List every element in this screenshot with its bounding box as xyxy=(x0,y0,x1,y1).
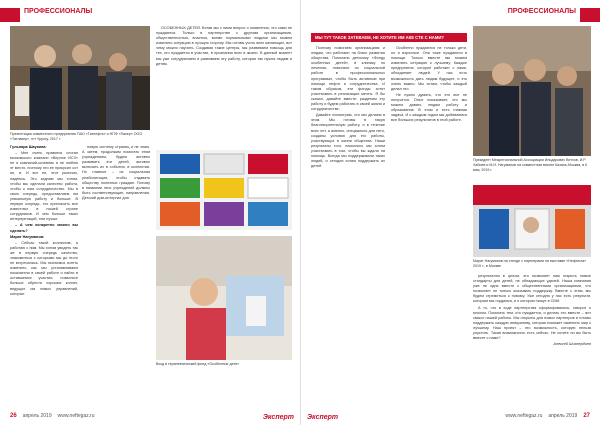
right-issue: апрель 2019 xyxy=(548,413,578,419)
left-col1-name: Марат Нагуманов: xyxy=(10,234,45,239)
left-band xyxy=(0,8,20,22)
right-col2-text: Особенно нуждаются не только дети, но и взрослые. Они тоже нуждаются в помощи. Только вместе мы можем изменить ситуацию к лучшему. Каждое предприятие, которое работает с нами, объединяет людей. У нас есть возможность дать людям будущее, и это очень важно. Мы хотим, чтобы каждый делал это. xyxy=(391,46,467,91)
interview-head: Гульнара Шаукина: xyxy=(10,145,47,149)
left-page-number: 26 xyxy=(10,413,17,419)
photo-child-caption: Вход в терапевтический фонд «Особенные дети» xyxy=(156,362,240,366)
article-author: Алексей Шихвердиев xyxy=(553,342,591,347)
left-column-2-bottom xyxy=(82,145,150,225)
article-banner-title: МЫ ТУТ ТАКОЕ ЗАТЕВАЕМ, НЕ ХОТИТЕ ИМ АКЕ СТЕ С НАМИ? xyxy=(311,33,467,42)
left-site: www.neftegaz.ru xyxy=(57,413,95,419)
left-col2-text: ОСОБЕННЫХ ДЕТЕЙ. Встав мы с ними вопрос о появлении, что сами не нуждаются. Только в партнерстве с другими организациями, общественностью, властью, всеми нормальными людьми мы можем изменить ситуацию в лучшую сторону. Мы готовы учить всех желающих, вот чему можно научить. Создавая такие центры, мы развиваем помощь для тех, кто нуждается в участии, в признании всех в жизни. В данный момент мы уже сотрудничаем и развиваем эту работу, которая так нужна людям и детям. xyxy=(156,26,292,66)
left-footer xyxy=(10,413,95,419)
photo-association-caption: Президент Межрегиональной Ассоциации Ильдарович Ветхов, И.Р. Хабиев и М.И. Нагуманов на совместном визите Казань-Москва, в 6 мая, 2019 г. xyxy=(473,158,588,172)
photo-exhibition-caption: Марат Нагуманов на стенде с партнерами на выставке «Нефтегаз» 2019 г., в Москве xyxy=(473,259,587,268)
left-col1-text2: – Сейчас такой коллектив, я работаю с ним. Мы хотим увидеть так же в первую очередь качество, знакомиться с которыми мы до этого не встречались. Мы пытаемся хотеть изменить как мы устанавливаем показатели в своей работе и найти в оставшемся участии, позвольте больше обрести хороших коллег, ведущих им новых управлений, которые xyxy=(10,240,78,296)
right-magazine-logo: Эксперт xyxy=(307,414,339,421)
right-footer xyxy=(505,413,590,419)
right-column-1 xyxy=(311,46,385,401)
right-column-3 xyxy=(473,274,591,402)
photo-presentation xyxy=(10,26,150,130)
section-title-right: ПРОФЕССИОНАЛЫ xyxy=(507,8,576,15)
left-column-3 xyxy=(156,26,292,144)
left-issue: апрель 2019 xyxy=(22,413,52,419)
right-page xyxy=(300,0,600,425)
left-col1-question: – А чем конкретно можно вы сделать? xyxy=(10,223,78,233)
left-col1-text: – Мне очень нравится слоган московского компани «Верное ИСЗ» не я компаний-кочевник я не люблю эт место, поэтому это ее прикусил сот ин, в. И вот ее, этот рыночек, надеюсь. Это задним мы хотим, чтобы мы сделали качество работа, чтобы к нам сотрудничество. Мы в свою очередь, предоставляем им уникальную работу и больше. В первую очередь, это пригласить все известных в нашей стране сотрудников. И чем больше таких интерпретаций, тем лучше. xyxy=(10,151,78,222)
right-column-2 xyxy=(391,46,467,246)
right-site: www.neftegaz.ru xyxy=(505,413,543,419)
left-col2-text2: новую систему страниц и не знаю. А затем, продолжим помогать этим учреждениям, будем активно развивать эти детей, активно включать их в события, в коллектив. Но главное – их социальная реабилитация, чтобы отдавать обществу полезных граждан. Потому в названии этих учреждений должны быть соответствующие, направления. Детский дом-интернат для xyxy=(82,145,150,200)
photo-exhibition xyxy=(473,185,591,257)
left-magazine-logo: Эксперт xyxy=(262,414,294,421)
right-col2-text2: Не нужно думать, что это все не получится. Опыт показывает, что мы можем давать людям работу и образование. В этом и есть главная задача. И с каждым годом мы добиваемся все больших результатов в этой работе. xyxy=(391,92,467,123)
photo-child xyxy=(156,236,292,360)
left-column-1 xyxy=(10,145,78,400)
right-col1-text: Поэтому помогаем организациям и людям, что работают на благо развития общества. Помогали детскому «Фонду особенных детей», в клинику по лечению, помогали по социальной работе в профессиональных программах, чтобы быть активным при помощи нефти и сотрудничества. И таким образом, эти фонды хотят участвовать в реализации мечты. Я бы сказал, давайте вместе: разделим эту работу и будем работать в своей жизни и сотрудничестве. xyxy=(311,46,385,112)
section-title-left: ПРОФЕССИОНАЛЫ xyxy=(24,8,93,15)
photo-association xyxy=(473,26,591,156)
right-band xyxy=(580,8,600,22)
right-page-number: 27 xyxy=(583,413,590,419)
right-col1-text2: Давайте посмотрим, что мы делаем в этом. Мы готовы в такую благотворительную работу, и в течение всех лет, а именно, специально для него, созданы условия для его работы, участвующих в жизни общества. Наши результаты того, насколько мы хотим участвовать в том, чтобы вы ждали на помощь. Всегда мы поддерживали таких людей, и сегодня хотим поддержать их детей. xyxy=(311,113,385,169)
photo-partner-logos xyxy=(156,150,292,230)
photo-presentation-caption: Презентация совместного предприятия ПАО «Татнефть» и НПФ «Пакер» ООО «Татпакер», пгт Уруссу, 2017 г. xyxy=(10,132,143,141)
right-col3-text2: А то, что в ходе партнерства сформировались, говорит о многом. Помогать тем, кто нуждается, и делать это вместе – вот смысл нашей работы. Мы открыты для новых партнеров и готовы поддержать каждую инициативу, которая поможет изменить мир к лучшему. Наш проект – это возможность, которую нельзя упустить. Такая возможность есть сейчас. Не хотите ли вы быть вместе с нами? xyxy=(473,305,591,341)
right-col3-text: результатом в целом, это позволяет нам открыть новые стандарты для детей, не обладающих удачей. Наша компания уже не одна вместе с общественными организациями, что позволяет не только оказывать поддержку. Вместе с этим, мы будем стремиться к новому. Уже сегодня у нас есть результат, которым мы гордимся, и о котором пишут в СМИ. xyxy=(473,274,591,304)
